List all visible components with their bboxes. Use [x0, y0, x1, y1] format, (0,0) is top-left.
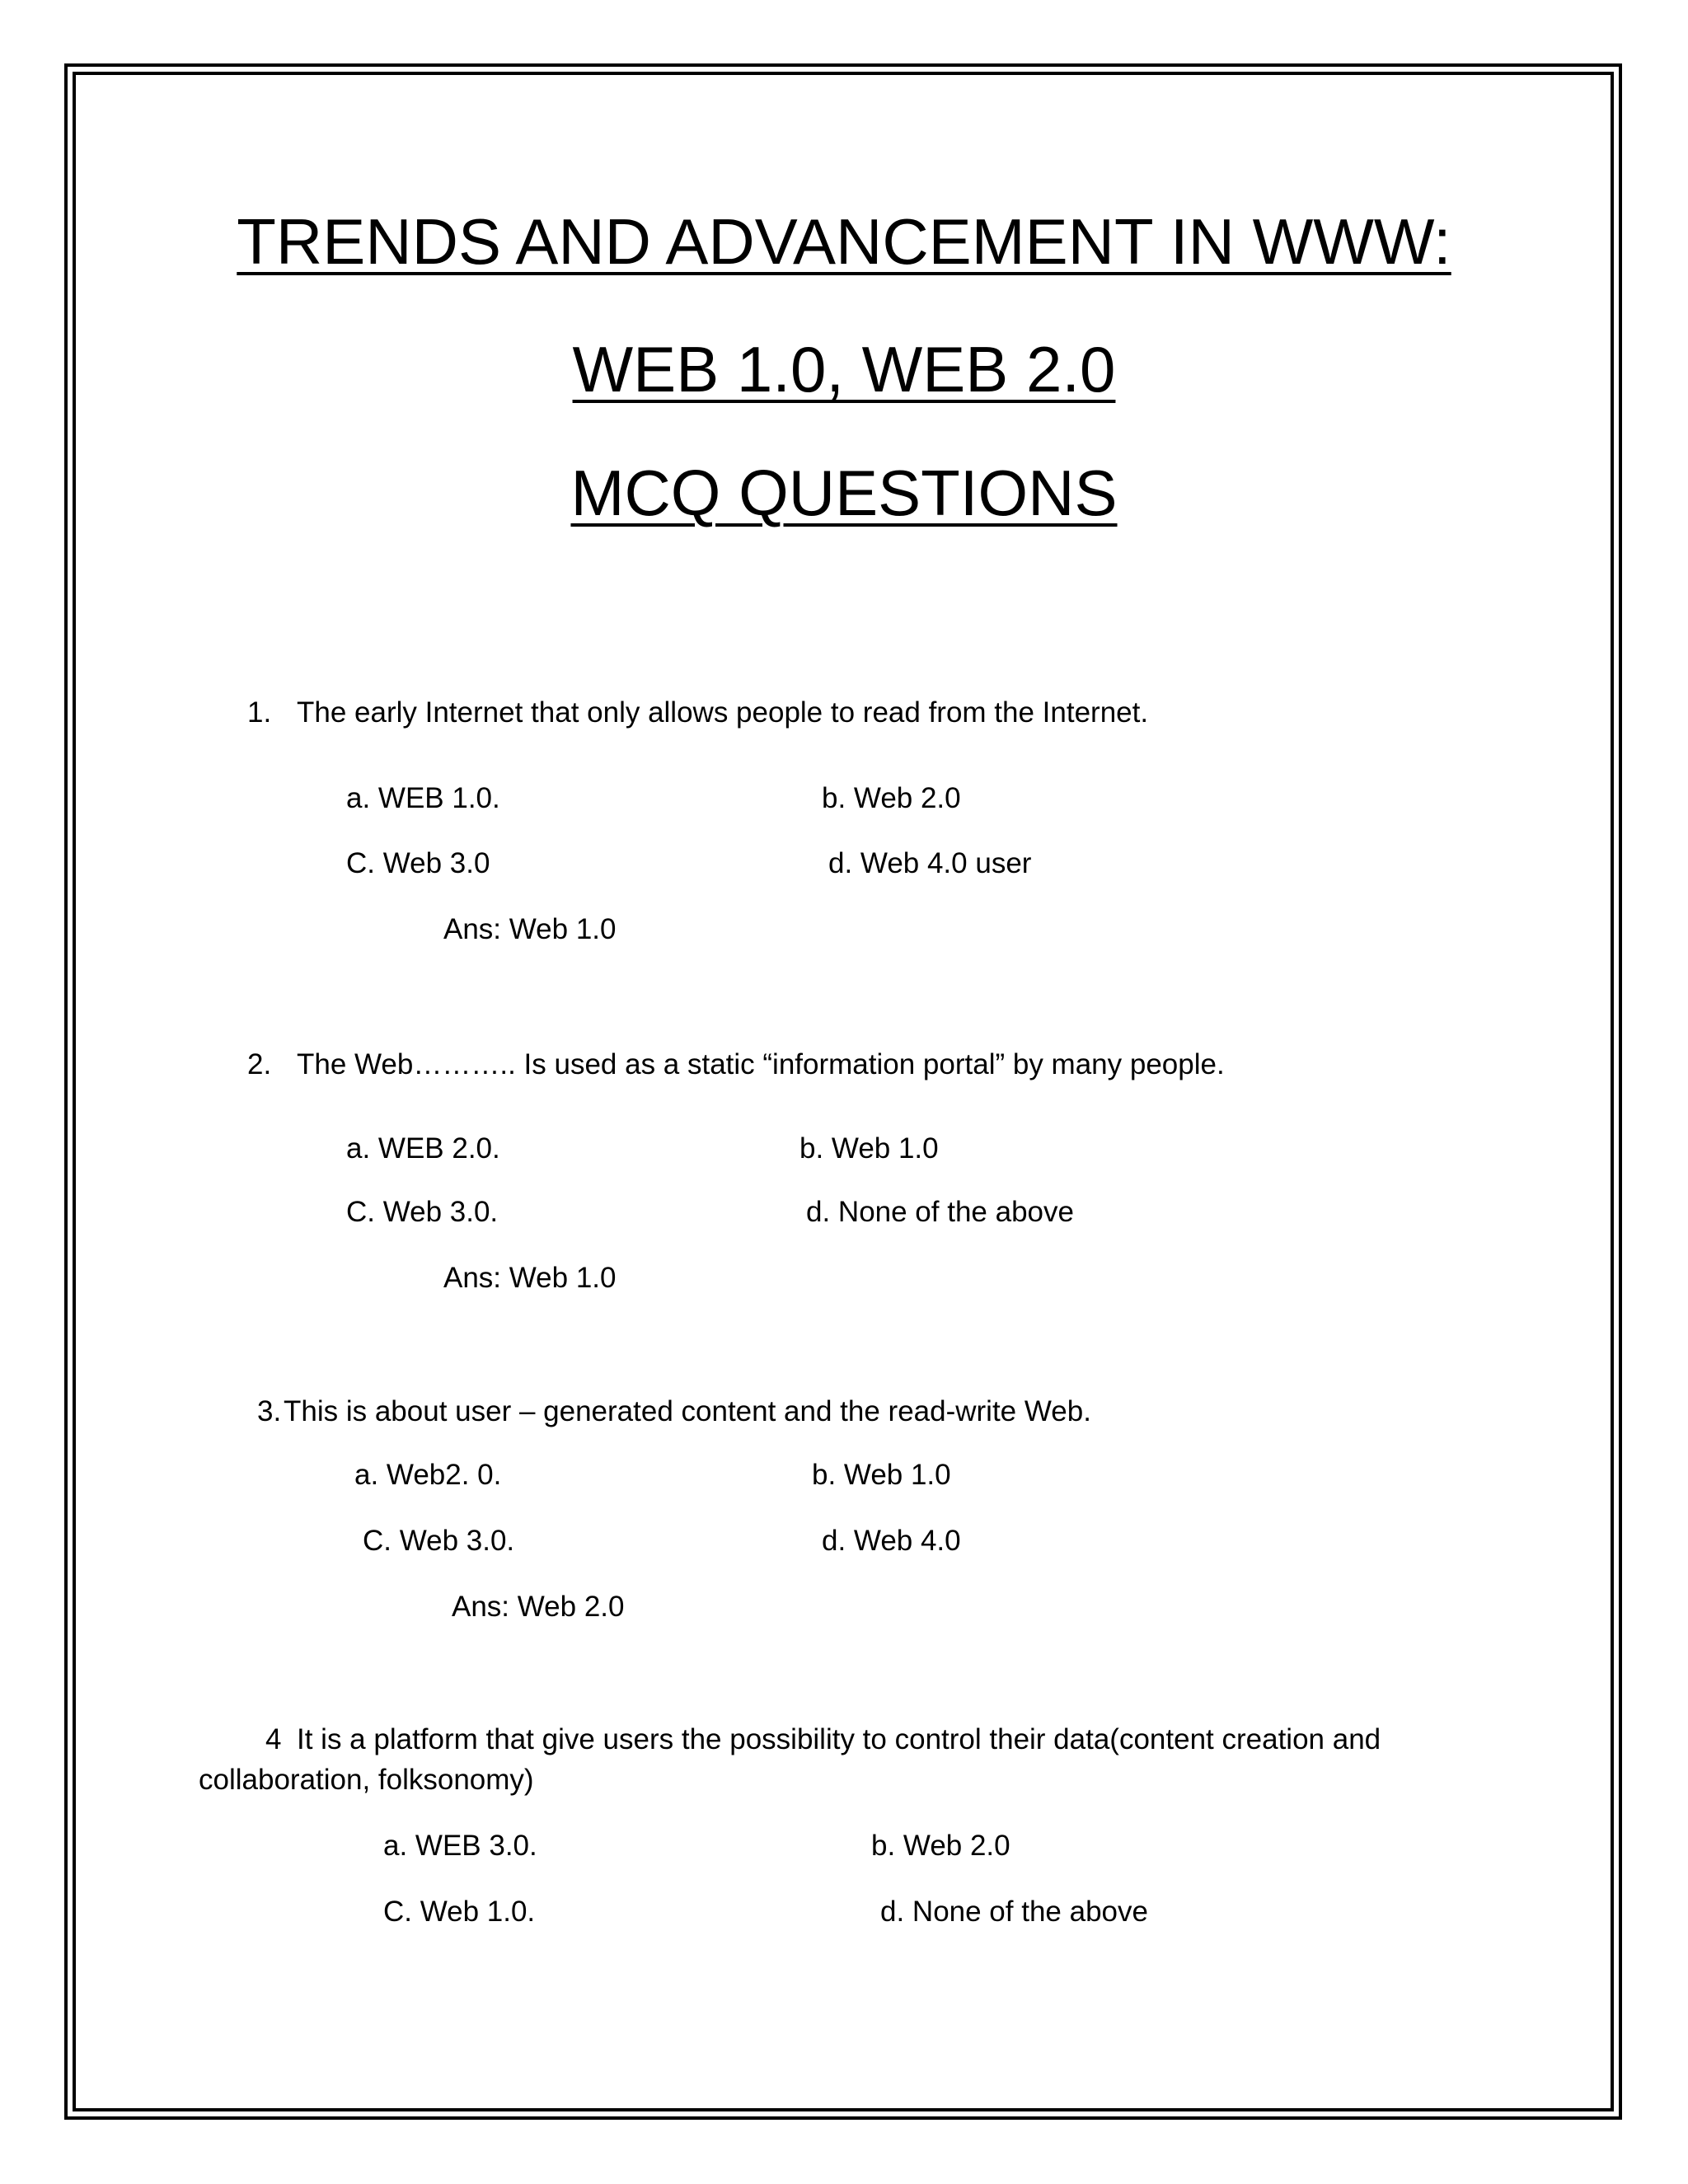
question-3-text: This is about user – generated content and the read-write Web.	[284, 1395, 1091, 1427]
question-1-number: 1.	[247, 696, 272, 729]
title-line-1: TRENDS AND ADVANCEMENT IN WWW:	[237, 205, 1451, 278]
question-3-number: 3.	[257, 1395, 282, 1427]
question-3-option-b: b. Web 1.0	[812, 1459, 951, 1491]
question-3-option-c: C. Web 3.0.	[363, 1525, 515, 1557]
question-2-option-b: b. Web 1.0	[799, 1132, 939, 1165]
title-line-3: MCQ QUESTIONS	[570, 457, 1118, 529]
question-4-text-line-1: It is a platform that give users the possibility to control their data(content creation and	[297, 1723, 1381, 1755]
question-3-answer: Ans: Web 2.0	[452, 1591, 625, 1623]
question-3-option-a: a. Web2. 0.	[354, 1459, 502, 1491]
question-2-text: The Web……….. Is used as a static “information portal” by many people.	[297, 1048, 1225, 1080]
question-2-option-a: a. WEB 2.0.	[346, 1132, 500, 1165]
title-line-2: WEB 1.0, WEB 2.0	[572, 333, 1116, 405]
question-1-option-c: C. Web 3.0	[346, 847, 490, 879]
question-1-answer: Ans: Web 1.0	[443, 913, 617, 945]
question-1-option-b: b. Web 2.0	[822, 782, 961, 814]
question-2-number: 2.	[247, 1048, 272, 1080]
question-1-text: The early Internet that only allows people to read from the Internet.	[297, 696, 1149, 729]
question-2-option-d: d. None of the above	[806, 1196, 1074, 1228]
question-4-text-line-2: collaboration, folksonomy)	[199, 1764, 534, 1796]
question-4-number: 4	[265, 1723, 282, 1755]
question-1-option-a: a. WEB 1.0.	[346, 782, 500, 814]
question-2-option-c: C. Web 3.0.	[346, 1196, 499, 1228]
question-4-option-a: a. WEB 3.0.	[383, 1830, 537, 1862]
question-1-option-d: d. Web 4.0 user	[828, 847, 1032, 879]
question-4-option-c: C. Web 1.0.	[383, 1896, 536, 1928]
question-2-answer: Ans: Web 1.0	[443, 1262, 617, 1294]
question-3-option-d: d. Web 4.0	[822, 1525, 961, 1557]
question-4-option-b: b. Web 2.0	[871, 1830, 1010, 1862]
question-4-option-d: d. None of the above	[880, 1896, 1148, 1928]
